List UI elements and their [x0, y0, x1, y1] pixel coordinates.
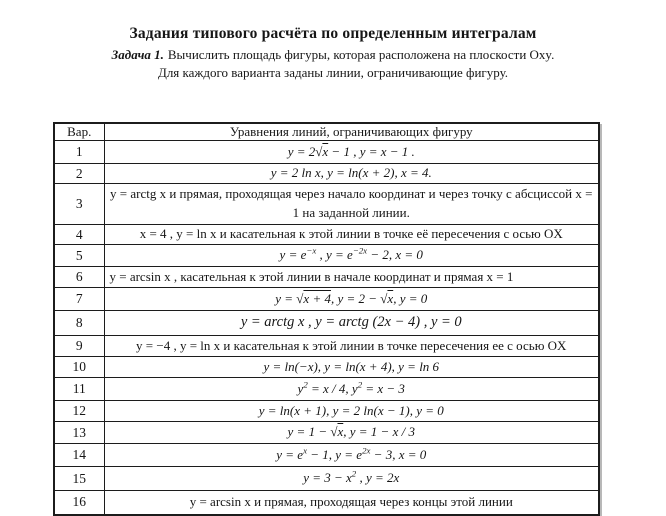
equations-cell: $y^2 = x / 4$, $y^2 = x - 3$ [104, 378, 599, 401]
table-row [54, 401, 599, 422]
equations-cell: y = arctg x , y = arctg (2x − 4) , y = 0 [104, 311, 599, 336]
equations-cell: y = arctg x и прямая, проходящая через начало координат и через точку с абсциссой x = 1 на заданной линии. [104, 184, 599, 225]
table-row [54, 467, 599, 491]
variant-number-cell: 2 [54, 164, 104, 184]
variant-number-cell: 10 [54, 357, 104, 378]
variant-number-cell: 6 [54, 267, 104, 288]
col-header-variant: Вар. [54, 123, 104, 141]
table-header-row [54, 123, 599, 141]
variant-number-cell: 12 [54, 401, 104, 422]
equations-cell: y = −4 , y = ln x и касательная к этой линии в точке пересечения ее с осью OX [104, 336, 599, 357]
equations-cell: y = 2 ln x, y = ln(x + 2), x = 4. [104, 164, 599, 184]
table-row [54, 164, 599, 184]
table-row [54, 378, 599, 401]
equations-cell: y = ln(−x), y = ln(x + 4), y = ln 6 [104, 357, 599, 378]
table-row [54, 444, 599, 467]
equations-cell: y = 2√x − 1 , y = x − 1 . [104, 141, 599, 164]
equations-cell: y = arcsin x и прямая, проходящая через концы этой линии [104, 491, 599, 515]
variant-number-cell: 11 [54, 378, 104, 401]
variant-number-cell: 16 [54, 491, 104, 515]
equations-cell: y = ln(x + 1), y = 2 ln(x − 1), y = 0 [104, 401, 599, 422]
equations-cell: y = arcsin x , касательная к этой линии в начале координат и прямая x = 1 [104, 267, 599, 288]
table-row [54, 267, 599, 288]
table-row [54, 357, 599, 378]
variant-number-cell: 14 [54, 444, 104, 467]
variants-table [53, 122, 600, 516]
task-statement-line-2: Для каждого варианта заданы линии, ограничивающие фигуру. [157, 65, 509, 80]
table-row [54, 422, 599, 444]
variant-number-cell: 1 [54, 141, 104, 164]
equations-cell: y = 1 − √x, y = 1 − x / 3 [104, 422, 599, 444]
equations-cell: x = 4 , y = ln x и касательная к этой линии в точке её пересечения с осью OX [104, 225, 599, 245]
table-row [54, 336, 599, 357]
page-title: Задания типового расчёта по определенным интегралам [129, 25, 537, 42]
variant-number-cell: 8 [54, 311, 104, 336]
task-text: Вычислить площадь фигуры, которая расположена на плоскости Oxy. [167, 47, 555, 62]
task-label: Задача 1. [111, 47, 164, 62]
variant-number-cell: 13 [54, 422, 104, 444]
variant-number-cell: 15 [54, 467, 104, 491]
task-statement-line [0, 47, 666, 63]
table-row [54, 225, 599, 245]
equations-cell: $y = e^x - 1$, $y = e^{2x} - 3$, x = 0 [104, 444, 599, 467]
equations-cell: $y = 3 - x^2$ , y = 2x [104, 467, 599, 491]
equations-cell: y = √x + 4, y = 2 − √x, y = 0 [104, 288, 599, 311]
equations-cell: $y = e^{-x}$ , $y = e^{-2x} - 2$, x = 0 [104, 245, 599, 267]
table-row [54, 491, 599, 515]
col-header-equations: Уравнения линий, ограничивающих фигуру [104, 123, 599, 141]
variant-number-cell: 7 [54, 288, 104, 311]
variant-number-cell: 5 [54, 245, 104, 267]
variant-number-cell: 9 [54, 336, 104, 357]
variant-number-cell: 3 [54, 184, 104, 225]
document-page [0, 25, 666, 510]
variant-number-cell: 4 [54, 225, 104, 245]
table-row [54, 288, 599, 311]
table-row [54, 311, 599, 336]
table-row [54, 184, 599, 225]
table-row [54, 141, 599, 164]
table-row [54, 245, 599, 267]
